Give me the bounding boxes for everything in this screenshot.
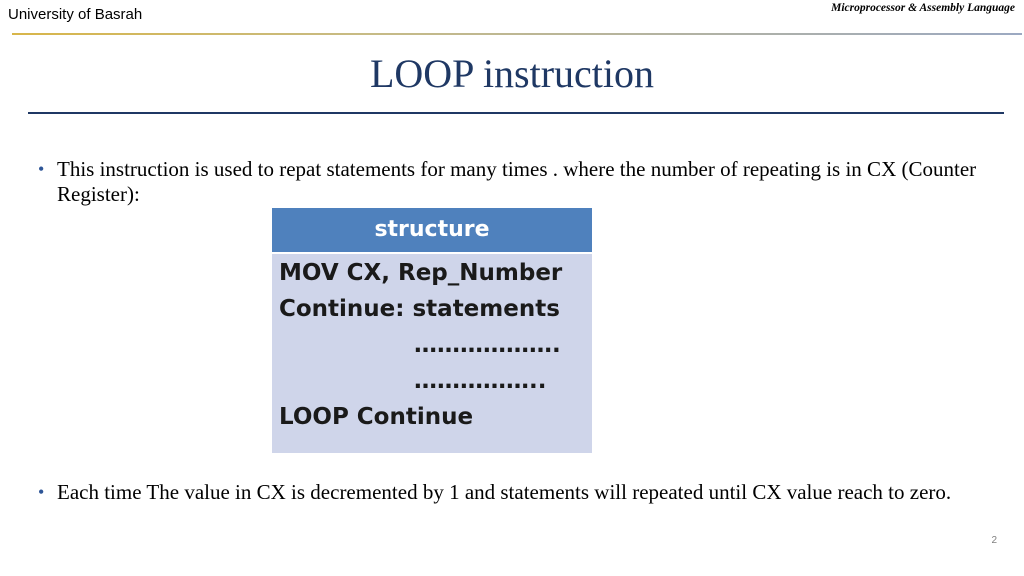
code-line-1: MOV CX, Rep_Number: [279, 260, 563, 286]
code-line-3: ……………….: [414, 332, 561, 358]
structure-heading: structure: [272, 208, 592, 254]
institution-name: University of Basrah: [8, 6, 143, 23]
code-line-5: LOOP Continue: [279, 404, 474, 430]
page-number: 2: [991, 535, 997, 546]
bullet-dot-icon: •: [38, 482, 45, 502]
title-underline: [28, 112, 1004, 114]
header-divider: [12, 33, 1022, 35]
course-name: Microprocessor & Assembly Language: [831, 2, 1015, 14]
code-line-4: ……………..: [414, 368, 547, 394]
slide-title: LOOP instruction: [369, 51, 655, 96]
bullet-text-2: Each time The value in CX is decremented by 1 and statements will repeated until CX value reach to zero.: [57, 480, 952, 504]
structure-box: [272, 208, 592, 453]
bullet-dot-icon: •: [38, 159, 45, 179]
code-line-2: Continue: statements: [279, 296, 560, 322]
bullet-text-1: This instruction is used to repat statements for many times . where the number of repeating is in CX (Counter Register):: [57, 157, 977, 206]
